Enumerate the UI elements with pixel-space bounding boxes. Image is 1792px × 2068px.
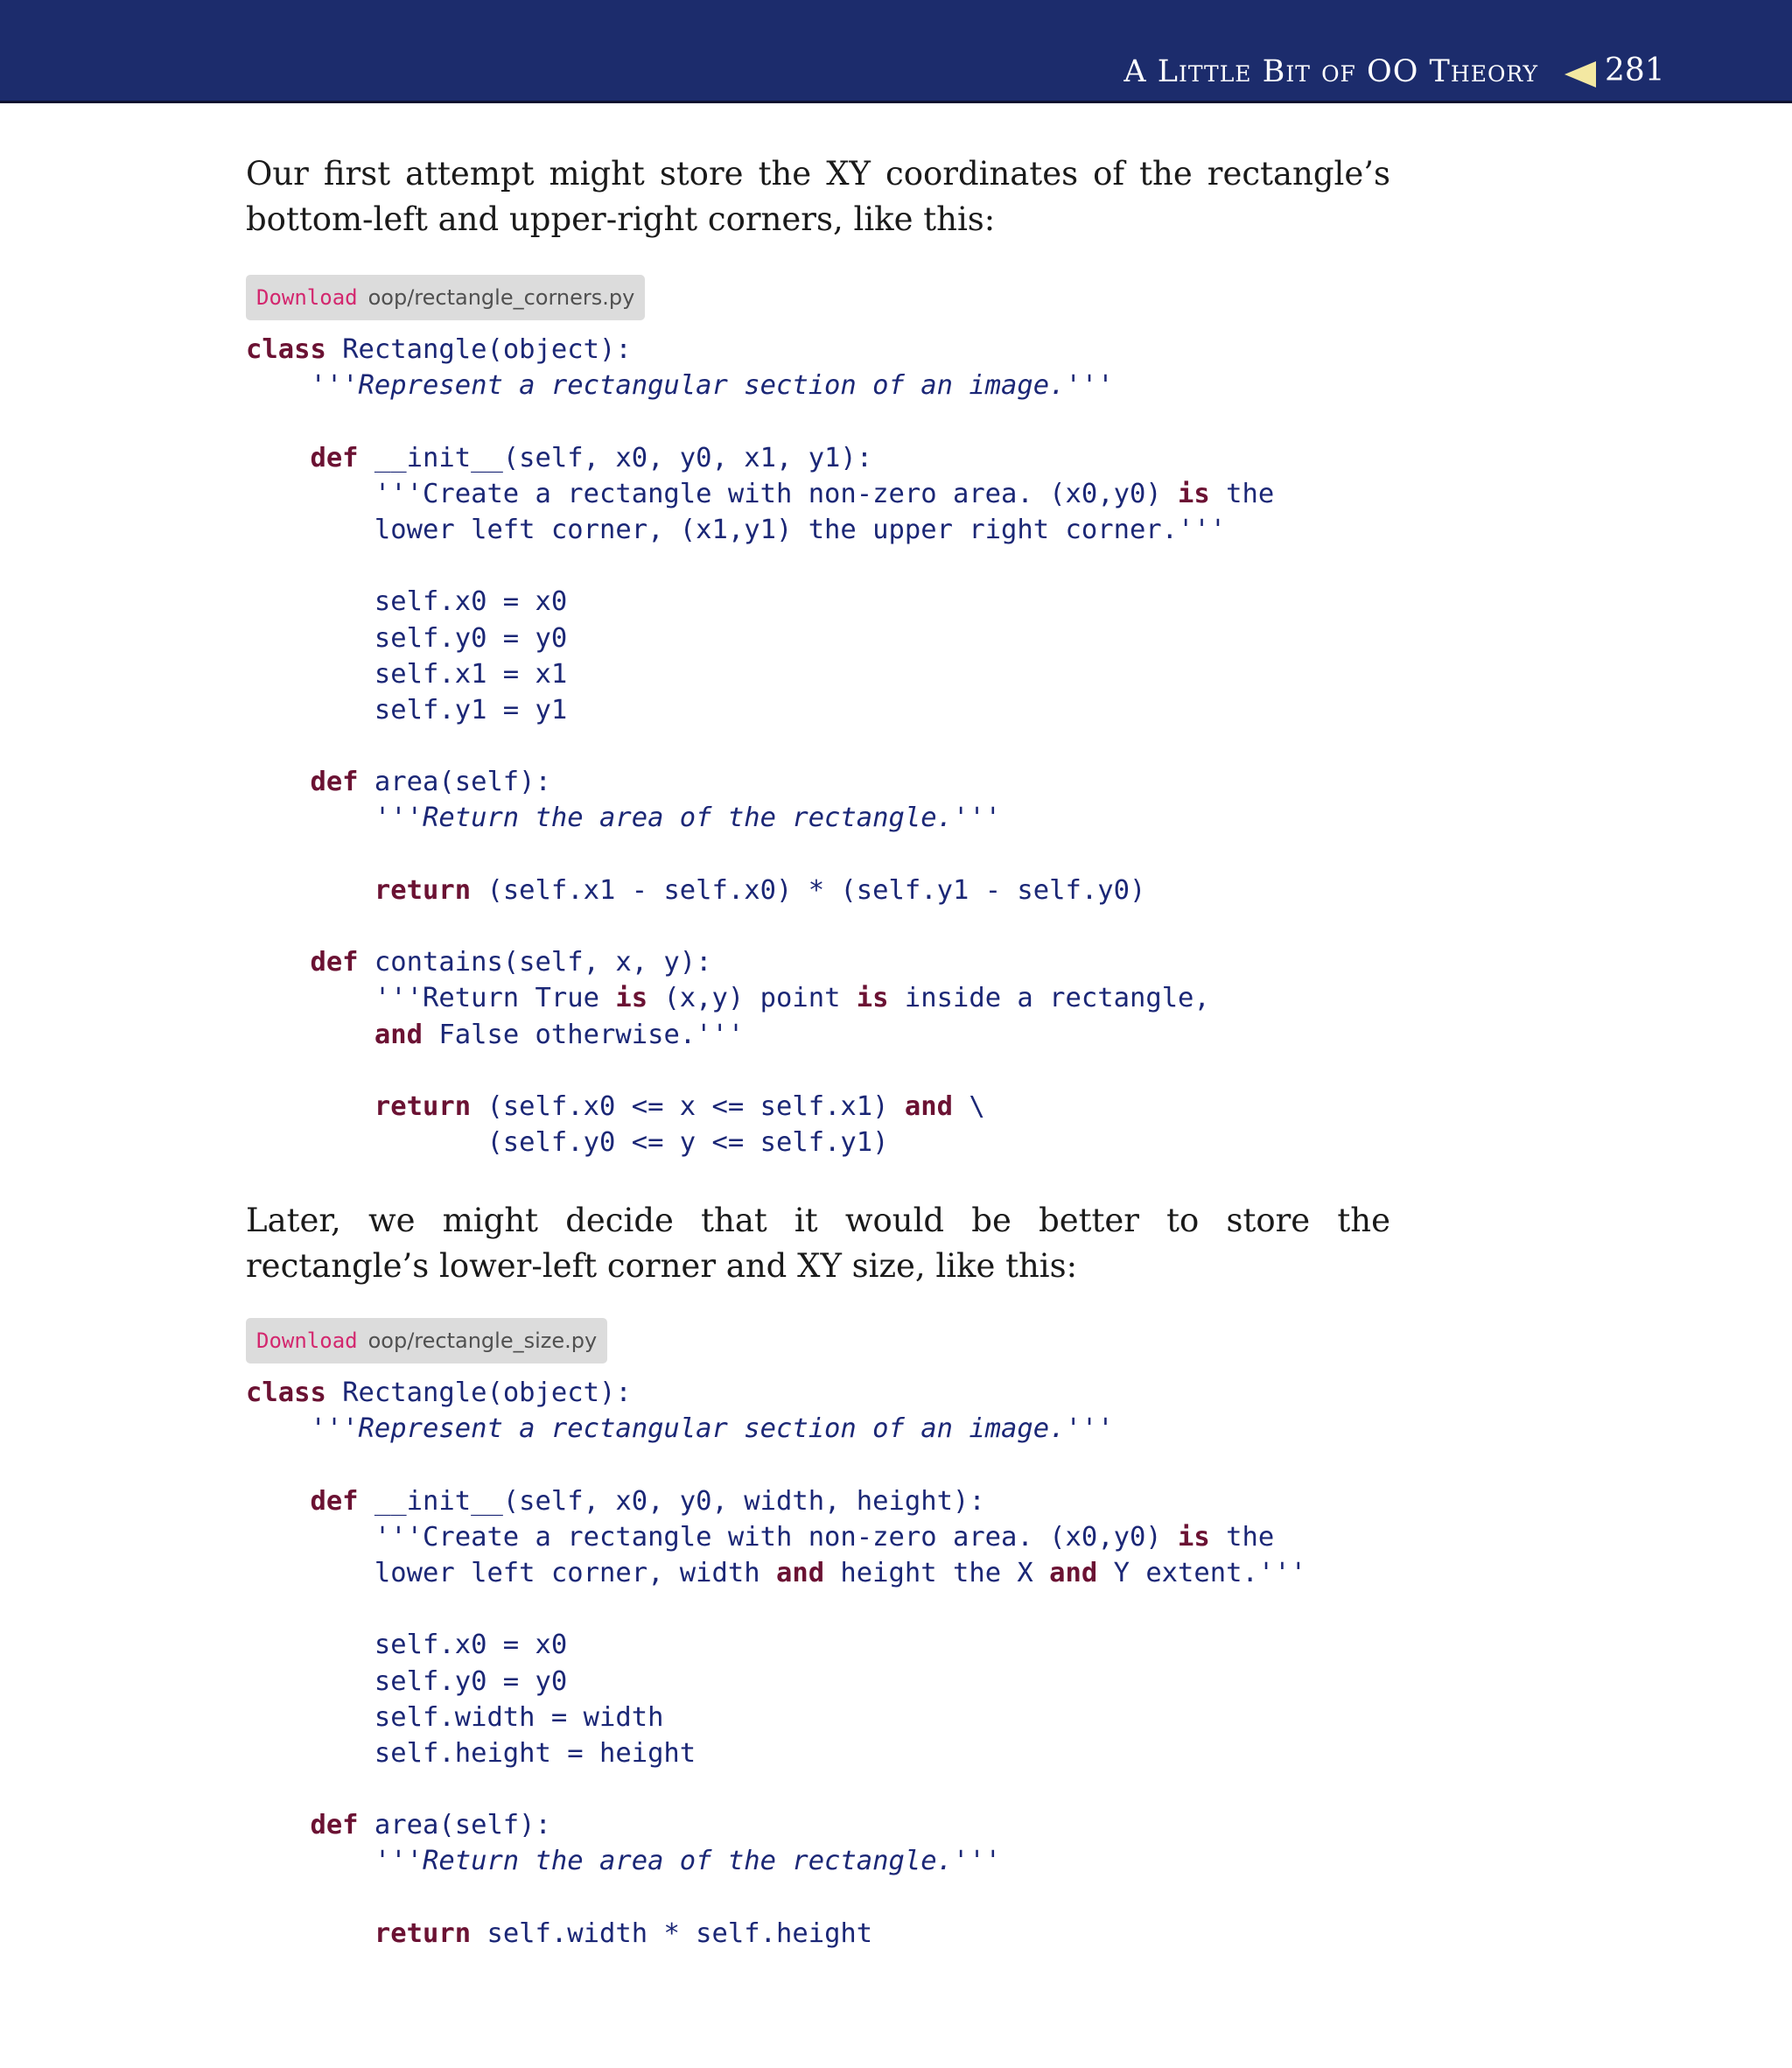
code-line: [246, 908, 1471, 944]
code-text: \: [952, 1090, 985, 1122]
code-text: False otherwise.''': [423, 1019, 745, 1050]
code-text: [246, 370, 310, 401]
code-line: [246, 403, 1471, 439]
code-line: [246, 548, 1471, 584]
code-text: (x,y) point: [648, 983, 857, 1014]
code-text: the: [1209, 478, 1275, 509]
code-text: __init__(self, x0, y0, x1, y1):: [358, 442, 873, 473]
code-line: [246, 1627, 1471, 1663]
download-path: oop/rectangle_size.py: [368, 1328, 598, 1353]
code-line: [246, 764, 1471, 800]
code-text: self.x0 = x0: [246, 1630, 568, 1661]
code-keyword: return: [374, 874, 472, 906]
page-header: [0, 0, 1792, 103]
code-keyword: class: [246, 334, 326, 365]
code-line: [246, 476, 1471, 512]
code-text: self.x0 = x0: [246, 586, 568, 618]
code-text: [246, 1486, 310, 1517]
code-text: '''Return True: [246, 983, 616, 1014]
code-keyword: is: [856, 983, 889, 1014]
code-line: [246, 620, 1471, 656]
code-docstring: '''Represent a rectangular section of an image.''': [310, 370, 1114, 402]
code-line: [246, 584, 1471, 620]
code-text: self.y0 = y0: [246, 622, 568, 654]
code-keyword: is: [1178, 478, 1210, 509]
code-text: Rectangle(object):: [326, 1377, 632, 1408]
code-docstring: '''Return the area of the rectangle.''': [374, 1846, 1002, 1877]
code-line: [246, 1880, 1471, 1916]
code-text: [246, 947, 310, 978]
code-line: [246, 873, 1471, 908]
code-text: [246, 1091, 374, 1122]
code-line: [246, 440, 1471, 476]
code-text: [246, 1810, 310, 1840]
code-text: the: [1209, 1521, 1275, 1553]
code-line: [246, 1519, 1471, 1555]
code-text: (self.x1 - self.x0) * (self.y1 - self.y0): [471, 874, 1146, 906]
code-docstring: '''Return the area of the rectangle.''': [374, 803, 1002, 834]
code-line: [246, 692, 1471, 728]
code-text: self.x1 = x1: [246, 658, 568, 690]
code-text: self.width = width: [246, 1701, 664, 1733]
code-line: [246, 1700, 1471, 1735]
code-line: [246, 368, 1471, 403]
code-keyword: and: [775, 1557, 825, 1588]
code-text: [246, 1413, 310, 1444]
code-text: [246, 767, 310, 797]
code-keyword: return: [374, 1090, 472, 1122]
code-line: [246, 656, 1471, 692]
code-line: [246, 1843, 1471, 1879]
code-keyword: is: [615, 983, 648, 1014]
code-text: lower left corner, (x1,y1) the upper right corner.''': [246, 514, 1227, 545]
code-keyword: def: [310, 1810, 359, 1841]
code-text: area(self):: [358, 767, 551, 798]
code-keyword: return: [374, 1917, 472, 1949]
code-keyword: and: [1049, 1557, 1098, 1588]
followup-paragraph: Later, we might decide that it would be better to store the rectangle’s lower-left corner and XY size, like this:: [246, 1202, 1390, 1285]
code-keyword: class: [246, 1377, 326, 1408]
code-line: [246, 1483, 1471, 1519]
code-line: [246, 980, 1471, 1016]
code-line: [246, 1089, 1471, 1125]
code-text: Rectangle(object):: [326, 334, 632, 365]
code-text: [246, 1846, 374, 1876]
code-line: [246, 1447, 1471, 1483]
code-text: area(self):: [358, 1810, 551, 1841]
code-line: [246, 800, 1471, 836]
code-keyword: def: [310, 947, 359, 978]
code-text: lower left corner, width: [246, 1557, 776, 1588]
code-text: [246, 875, 374, 906]
code-text: [246, 1918, 374, 1949]
code-keyword: def: [310, 1485, 359, 1517]
code-line: [246, 1017, 1471, 1053]
code-text: self.width * self.height: [471, 1917, 873, 1949]
code-keyword: and: [904, 1090, 953, 1122]
code-keyword: is: [1178, 1521, 1210, 1553]
code-line: [246, 1375, 1471, 1411]
code-keyword: def: [310, 442, 359, 473]
code-line: [246, 1664, 1471, 1700]
code-text: contains(self, x, y):: [358, 947, 712, 978]
running-head: A Little Bit of OO Theory: [1124, 54, 1538, 89]
code-text: [246, 443, 310, 473]
code-line: [246, 944, 1471, 980]
code-line: [246, 1053, 1471, 1089]
page-number: 281: [1605, 53, 1665, 88]
download-link-rectangle-size[interactable]: [246, 1318, 607, 1363]
code-line: [246, 512, 1471, 548]
code-line: [246, 837, 1471, 873]
code-listing-rectangle-size: [246, 1375, 1471, 1952]
code-listing-rectangle-corners: [246, 332, 1471, 1160]
code-text: [246, 803, 374, 833]
previous-page-arrow-icon[interactable]: [1564, 61, 1596, 88]
code-line: [246, 1411, 1471, 1447]
code-docstring: '''Represent a rectangular section of an image.''': [310, 1413, 1114, 1445]
code-text: (self.y0 <= y <= self.y1): [246, 1127, 889, 1159]
code-line: [246, 1591, 1471, 1627]
code-line: [246, 1807, 1471, 1843]
code-line: [246, 1916, 1471, 1952]
code-text: height the X: [824, 1557, 1050, 1588]
code-line: [246, 332, 1471, 368]
code-text: inside a rectangle,: [888, 983, 1210, 1014]
code-line: [246, 1771, 1471, 1807]
code-text: '''Create a rectangle with non-zero area. (x0,y0): [246, 478, 1179, 509]
code-text: self.y0 = y0: [246, 1665, 568, 1697]
code-text: self.height = height: [246, 1737, 696, 1769]
code-text: '''Create a rectangle with non-zero area. (x0,y0): [246, 1521, 1179, 1553]
code-line: [246, 1555, 1471, 1591]
code-text: __init__(self, x0, y0, width, height):: [358, 1485, 985, 1517]
code-text: [246, 1020, 374, 1050]
intro-paragraph: Our first attempt might store the XY coordinates of the rectangle’s bottom-left and upper-right corners, like this:: [246, 155, 1390, 238]
code-line: [246, 728, 1471, 764]
code-line: [246, 1735, 1471, 1771]
download-path: oop/rectangle_corners.py: [368, 285, 635, 310]
code-keyword: and: [374, 1019, 423, 1050]
code-text: (self.x0 <= x <= self.x1): [471, 1090, 905, 1122]
download-label: Download: [256, 1328, 358, 1353]
download-label: Download: [256, 285, 358, 310]
code-text: Y extent.''': [1097, 1557, 1306, 1588]
code-line: [246, 1125, 1471, 1160]
code-keyword: def: [310, 767, 359, 798]
download-link-rectangle-corners[interactable]: [246, 275, 645, 320]
code-text: self.y1 = y1: [246, 694, 568, 726]
